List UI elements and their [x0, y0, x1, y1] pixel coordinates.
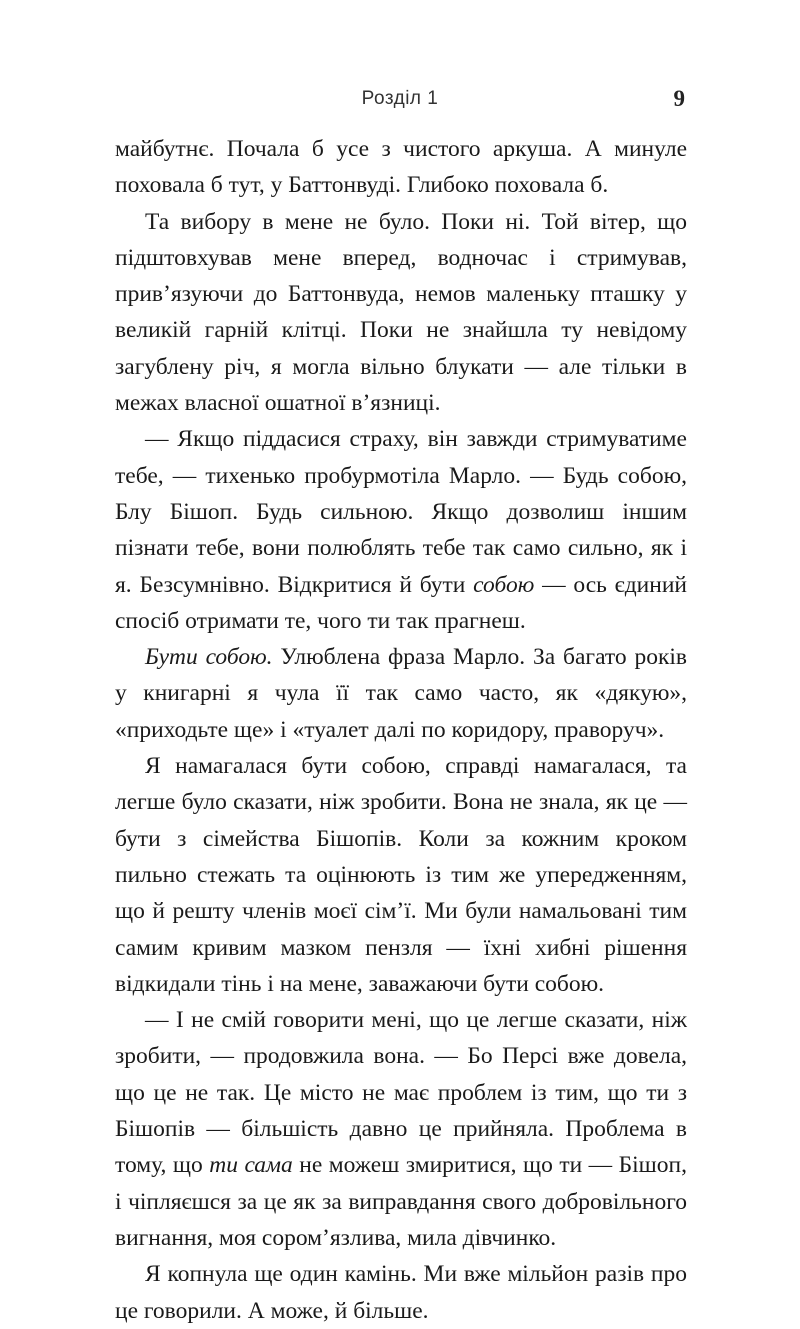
- text-run: — ось єдиний спосіб отримати те, чого ти так прагнеш.: [115, 571, 687, 634]
- paragraph: [115, 1256, 687, 1329]
- text-run: Я намагалася бути собою, справді намагалася, та легше було сказати, ніж зробити. Вона не знала, як це — бути з сімейства Бішопів. Коли за кожним кроком пильно стежать та оцінюють із тим же упередженням, що й решту членів моєї сім’ї. Ми були намальовані тим самим кривим мазком пензля — їхні хибні рішення відкидали тінь і на мене, заважаючи бути собою.: [115, 753, 687, 997]
- text-run: — Якщо піддасися страху, він завжди стримуватиме тебе, — тихенько пробурмотіла Марло. — Будь собою, Блу Бішоп. Будь сильною. Якщо дозволиш іншим пізнати тебе, вони полюблять тебе так само сильно, як і я. Безсумнівно. Відкритися й бути: [115, 426, 687, 598]
- paragraph: [115, 131, 687, 204]
- page-number: 9: [673, 86, 685, 111]
- paragraph: [115, 639, 687, 748]
- text-run: Та вибору в мене не було. Поки ні. Той вітер, що підштовхував мене вперед, водночас і стримував, прив’язуючи до Баттонвуда, немов маленьку пташку у великій гарній клітці. Поки не знайшла ту невідому загублену річ, я могла вільно блукати — але тільки в межах власної ошатної в’язниці.: [115, 208, 687, 417]
- chapter-title: Розділ 1: [361, 88, 439, 109]
- paragraph: [115, 1002, 687, 1256]
- running-head: [0, 88, 800, 118]
- italic-text: ти сама: [209, 1152, 293, 1179]
- text-run: не можеш змиритися, що ти — Бішоп, і чіпляєшся за це як за виправдання свого добровільного вигнання, моя сором’язлива, мила дівчинко.: [115, 1152, 687, 1251]
- paragraph: [115, 421, 687, 639]
- body-text: [115, 131, 687, 1329]
- text-run: майбутнє. Почала б усе з чистого аркуша. А минуле поховала б тут, у Баттонвуді. Глибоко поховала б.: [115, 136, 687, 199]
- paragraph: [115, 748, 687, 1002]
- text-run: — І не смій говорити мені, що це легше сказати, ніж зробити, — продовжила вона. — Бо Персі вже довела, що це не так. Це місто не має проблем із тим, що ти з Бішопів — більшість давно це прийняла. Проблема в тому, що: [115, 1007, 687, 1179]
- text-run: Я копнула ще один камінь. Ми вже мільйон разів про це говорили. А може, й більше.: [115, 1261, 687, 1324]
- italic-text: Бути собою.: [145, 644, 273, 671]
- italic-text: собою: [473, 571, 535, 598]
- paragraph: [115, 204, 687, 422]
- text-run: Улюблена фраза Марло. За багато років у книгарні я чула її так само часто, як «дякую», «приходьте ще» і «туалет далі по коридору, праворуч».: [115, 644, 687, 743]
